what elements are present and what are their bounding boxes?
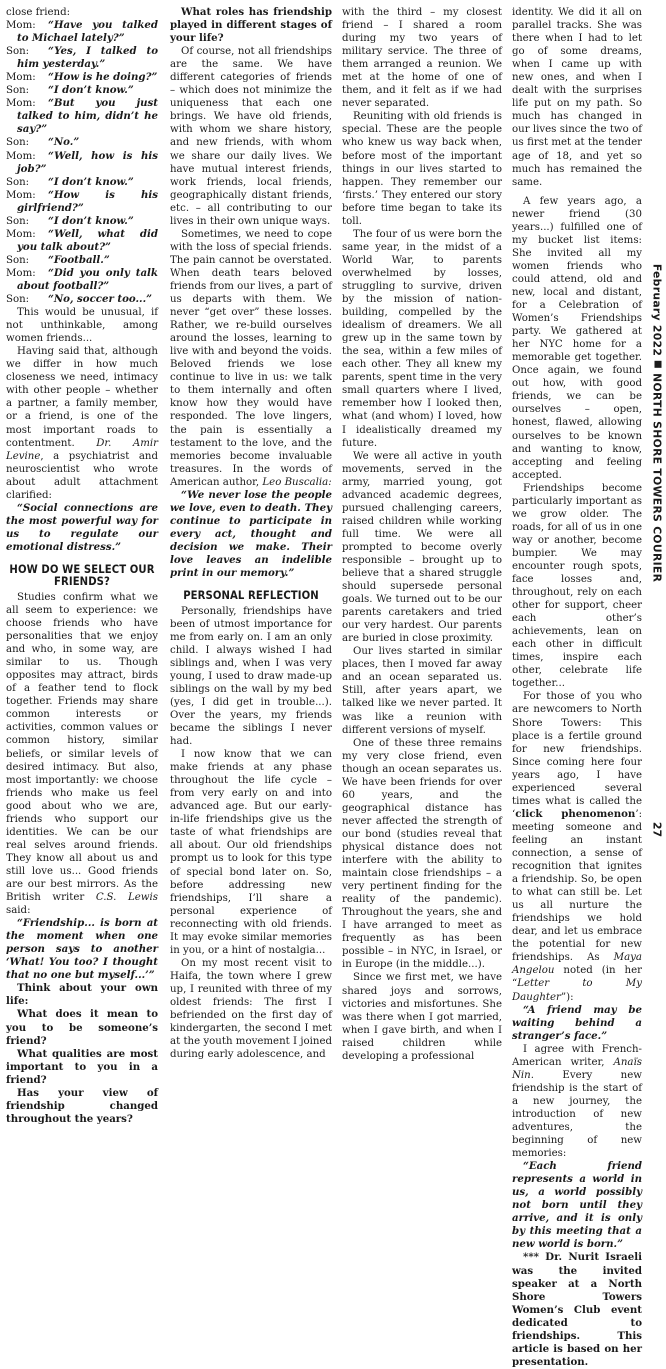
paragraph: Friendships become particularly important as we grow older. The roads, for all of us in one way or another, become bumpier. We may encounter rough spots, face losses and, throughout, rely on each other for support, cheer each other’s achievements, lean on each other in difficult times, inspire each other, celebrate life together... [512,482,642,690]
issue-date: February 2022 [650,263,664,357]
dialogue-text: “How is his girlfriend?” [17,188,158,214]
publication-name: NORTH SHORE TOWERS COURIER [650,373,664,583]
section-heading: PERSONAL REFLECTION [183,589,319,603]
dialogue-text: “Yes, I talked to him yesterday.” [17,45,158,71]
reflection-question: What roles has friendship played in different stages of your life? [170,6,332,45]
quote: “We never lose the people we love, even to death. They continue to participate in every act, thought and decision we make. Their love leaves an indelible print in our memory.” [170,488,332,580]
column-2 [170,6,332,1061]
quote: “A friend may be waiting behind a stranger’s face.” [512,1003,642,1042]
speaker: Son: [6,294,30,306]
intro-text: close friend: [6,7,71,18]
text: ’: meeting someone and feeling an instant connection, a sense of recognition that ignites a friendship. So, be open to what can still be. Let us all nurture the friendships we hold dear, and let us embrace the potential for new friendships. As [512,808,642,964]
reflection-question: What does it mean to you to be someone’s friend? [6,1008,158,1047]
dialogue-line [6,189,158,215]
speaker: Mom: [6,98,36,110]
text: ”): [560,991,574,1003]
dialogue-text: “Well, how is his job?” [17,149,158,175]
dialogue-line [6,150,158,176]
dialogue-text: “But you just talked to him, didn’t he say?” [17,97,158,136]
text: Studies confirm what we all seem to experience: we choose friends who have personalities that we enjoy and who, in some way, are similar to us. Though opposites may attract, birds of a feather tend to flock together. Friends may share common interests or activities, common values or common history, similar beliefs, or similar levels of desired intimacy. But also, most importantly: we choose friends who make us feel good about who we are, friends who support our identities. We can be our real selves around friends. They know all about us and still love us... Good friends are our best mirrors. As the British writer [6,591,158,904]
bio-separator: *** [523,1251,539,1264]
dialogue-line [6,254,158,267]
speaker: Son: [6,176,30,188]
dialogue-text: “I don’t know.” [48,84,134,97]
paragraph: with the third – my closest friend – I shared a room during my two years of military service. The three of them arranged a reunion. We met at the home of one of them, and it felt as if we had never separated. [342,7,502,110]
quote: “Each friend represents a world in us, a world possibly not born until they arrive, and it is only by this meeting that a new world is born.” [512,1160,642,1251]
section-heading: HOW DO WE SELECT OUR FRIENDS? [9,562,155,589]
paragraph: We were all active in youth movements, served in the army, married young, got advanced academic degrees, pursued challenging careers, raised children while working full time. We were all prompted to become overly responsible – brought up to believe that a shared struggle should supersede personal goals. We turned out to be our parents caretakers and tried our very hardest. Our parents are buried in close proximity. [342,450,502,645]
dialogue-text: “Have you talked to Michael lately?” [17,19,158,45]
column-3 [342,6,502,1063]
page-number: 27 [650,821,664,838]
dialogue-text: “No.” [48,136,80,149]
speaker: Son: [6,46,30,58]
dialogue-text: “I don’t know.” [48,214,134,227]
speaker: Son: [6,254,30,266]
paragraph [512,1043,642,1160]
author-name: Anaïs Nin [512,1056,642,1081]
speaker: Son: [6,85,30,97]
speaker: Son: [6,215,30,227]
paragraph: Reuniting with old friends is special. These are the people who knew us way back when, before most of the important things in our lives started to happen. They remember our ‘firsts.’ They entered our story before time began to take its toll. [342,111,502,227]
paragraph [512,690,642,1003]
text: said: [6,905,31,917]
speaker: Mom: [6,267,36,279]
bold-term: click phenomenon [515,807,636,820]
author-bio [512,1251,642,1368]
paragraph [6,591,158,917]
paragraph: One of these three remains my very close friend, even though an ocean separates us. We have been friends for over 60 years, and the geographical distance has never affected the strength of our bond (studies reveal that physical distance does not interfere with the ability to maintain close friendships – a very pertinent finding for the reality of the pandemic). Throughout the years, she and I have arranged to meet as frequently as has been possible – in NYC, in Israel, or in Europe (in the middle...). [342,737,502,971]
square-separator-icon [655,361,662,368]
dialogue-text: “No, soccer too...” [48,293,153,306]
text: noted (in her “ [512,965,642,990]
dialogue-line [6,97,158,136]
bio-text: Dr. Nurit Israeli was the invited speaker at a North Shore Towers Women’s Club event dedicated to friendships. This article is based on her presentation. [512,1251,642,1368]
author-name: Leo Buscalia: [262,476,332,488]
text: Having said that, although we differ in how much closeness we need, intimacy with other people – whether a partner, a family member, or a friend, is one of the most important roads to contentment. [6,346,158,449]
paragraph: I now know that we can make friends at any phase throughout the life cycle – from very early on and into advanced age. But our early-in-life friendships give us the taste of what friendships are all about. Our old friendships prompt us to look for this type of special bond later on. So, before addressing new friendships, I’ll share a personal experience of reconnecting with old friends. It may evoke similar memories in you, or a hint of nostalgia... [170,749,332,956]
speaker: Mom: [6,189,36,201]
dialogue-text: “Well, what did you talk about?” [17,227,158,253]
dialogue-line [6,228,158,254]
dialogue-line [6,45,158,71]
dialogue-line [6,215,158,228]
speaker: Mom: [6,20,36,32]
dialogue-line [6,19,158,45]
paragraph: identity. We did it all on parallel tracks. She was there when I had to let go of some dreams, when I came up with new ones, and when I dealt with the surprises life put on my path. So much has changed in our lives since the two of us first met at the tender age of 18, and yet so much has remained the same. [512,7,642,188]
dialogue-line [6,71,158,84]
author-name: Dr. Amir Levine [6,437,159,462]
paragraph [170,228,332,489]
reflection-question: Think about your own life: [6,982,158,1008]
author-name: C.S. Lewis [95,892,159,904]
side-footer [648,0,666,846]
column-4 [512,6,642,1369]
quote: “Social connections are the most powerful way for us to regulate our emotional distress.” [6,501,158,553]
dialogue-text: “Football.” [48,253,110,266]
paragraph: A few years ago, a newer friend (30 years...) fulfilled one of my bucket list items: She invited all my women friends who could attend, old and new, local and distant, for a Celebration of Women’s Friendships party. We gathered at her NYC home for a memorable get together. Once again, we found out how, with good friends, we can be ourselves – open, honest, flawed, allowing ourselves to be known and wanting to know, accepting and feeling accepted. [512,195,642,481]
paragraph: On my most recent visit to Haifa, the town where I grew up, I reunited with three of my oldest friends: The first I befriended on the first day of kindergarten, the second I met at the youth movement I joined during early adolescence, and [170,957,332,1061]
paragraph: Since we first met, we have shared joys and sorrows, victories and misfortunes. She was there when I got married, when I gave birth, and when I raised children while developing a professional [342,972,502,1062]
dialogue [6,19,158,306]
reflection-question: Has your view of friendship changed throughout the years? [6,1086,158,1125]
dialogue-text: “Did you only talk about football?” [17,266,158,292]
quote: “Friendship... is born at the moment when one person says to another ‘What! You too? I thought that no one but myself...’” [6,917,158,982]
book-title: Letter to My Daughter [512,978,642,1003]
footer-running-title [651,264,664,582]
author-name: Maya Angelou [512,952,642,977]
reflection-question: What qualities are most important to you in a friend? [6,1047,158,1086]
paragraph: This would be unusual, if not unthinkable, among women friends... [6,307,158,345]
dialogue-line [6,176,158,189]
dialogue-line [6,267,158,293]
text: For those of you who are newcomers to North Shore Towers: This place is a fertile ground for new friendships. Since coming here four years ago, I have experienced several times what is called the ‘ [512,691,642,820]
text: I agree with French-American writer, [512,1043,642,1068]
speaker: Son: [6,137,30,149]
dialogue-line [6,136,158,149]
paragraph: Personally, friendships have been of utmost importance for me from early on. I am an only child. I always wished I had siblings and, when I was very young, I used to draw made-up siblings on the wall by my bed (yes, I did get in trouble...). Over the years, my friends became the siblings I never had. [170,605,332,748]
paragraph: Our lives started in similar places, then I moved far away and an ocean separated us. Still, after years apart, we talked like we never parted. It was like a reunion with different versions of myself. [342,646,502,736]
speaker: Mom: [6,72,36,84]
paragraph: The four of us were born the same year, in the midst of a World War, to parents overwhelmed by losses, struggling to survive, driven by the mission of nation-building, compelled by the idealism of dreamers. We all grew up in the same town by the sea, within a few miles of each other. They all knew my parents, spent time in the very small quarters where I lived, remember how I looked then, what (and whom) I loved, how I idealistically dreamed my future. [342,228,502,449]
speaker: Mom: [6,228,36,240]
paragraph [6,345,158,502]
dialogue-line [6,293,158,306]
speaker: Mom: [6,150,36,162]
text: . Every new friendship is the start of a new journey, the introduction of new adventures, the beginning of new memories: [512,1069,642,1160]
column-1 [6,6,158,1126]
dialogue-line [6,84,158,97]
paragraph: Of course, not all friendships are the same. We have different categories of friends – which does not minimize the uniqueness that each one brings. We have old friends, with whom we share history, and new friends, with whom we share our daily lives. We have mutual interest friends, work friends, local friends, geographically distant friends, etc. – all contributing to our lives in their own unique ways. [170,46,332,227]
dialogue-text: “I don’t know.” [48,175,134,188]
dialogue-text: “How is he doing?” [48,71,158,84]
text: , a psychiatrist and neuroscientist who wrote about adult attachment clarified: [6,450,158,501]
text: Sometimes, we need to cope with the loss of special friends. The pain cannot be overstated. When death tears beloved friends from our lives, a part of us departs with them. We never “get over” these losses. Rather, we re-build ourselves around the losses, learning to live with and beyond the voids. Beloved friends we lose continue to live in us: we talk to them internally and often know how they would have responded. The love lingers, the pain is essentially a testament to the love, and the memories become invaluable treasures. In the words of American author, [170,228,332,488]
